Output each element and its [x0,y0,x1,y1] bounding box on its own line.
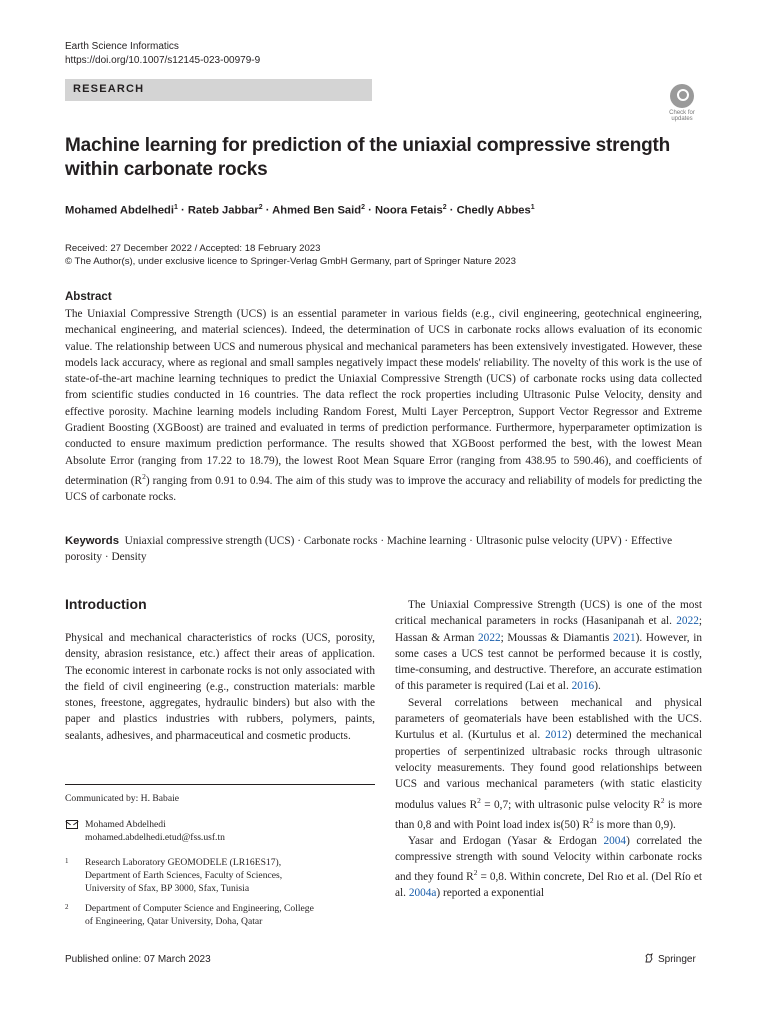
abstract-text [65,306,702,505]
author-list: Mohamed Abdelhedi$^1$ · Rateb Jabbar$^2$ · Ahmed Ben Said$^2$ · Noora Fetais$^2$ · Chedly Abbes$^1$ [65,204,535,217]
body-text: = 0,8. Within concrete, Del Rıo et al. (Del Río et al. [395,871,702,900]
keywords [65,533,702,566]
body-text: Several correlations between mechanical and physical parameters of geomaterials have been established with the UCS. Kurtulus et al. (Kurtulus et al. [395,696,702,742]
section-label: RESEARCH [73,83,145,95]
citation-link[interactable]: 2016 [571,680,595,693]
body-text: ; Moussas & Diamantis [500,631,614,644]
author-name[interactable]: Ahmed Ben Said [272,204,362,217]
abstract-text-part: ) ranging from 0.91 to 0.94. The aim of this study was to improve the accuracy and reliability of models for predicting the UCS of carbonate rocks. [65,474,702,504]
copyright-notice: © The Author(s), under exclusive licence to Springer-Verlag GmbH Germany, part of Springer Nature 2023 [65,256,516,267]
keywords-text: Uniaxial compressive strength (UCS) · Carbonate rocks · Machine learning · Ultrasonic pulse velocity (UPV) · Effective porosity · Density [65,535,673,564]
superscript: 2 [477,795,481,805]
body-paragraph-1 [395,597,702,695]
body-text: is more than 0,8 and with Point load index is(50) R [395,798,702,831]
abstract-superscript: 2 [142,471,146,481]
introduction-paragraph: Physical and mechanical characteristics of rocks (UCS, porosity, density, abrasion resistance, etc.) affect their areas of application. The economic interest in carbonate rocks is not only associated with the field of civil engineering (e.g., construction materials: marble stones, freestone, aggregates, hydraulic binders) but also with the paper and plastics industries with rubbers, polymers, paints, sealants, adhesives, and pharmaceutical and cosmetic products. [65,632,375,742]
received-accepted-dates: Received: 27 December 2022 / Accepted: 18 February 2023 [65,243,321,254]
affiliation-line: Department of Earth Sciences, Faculty of Sciences, [85,870,283,881]
footnote-divider [65,784,375,785]
author-name[interactable]: Chedly Abbes [456,204,531,217]
body-text: ) determined the mechanical properties of serpentinized ultrabasic rocks through ultrasonic velocity measurements. They found good relationships between UCS and various mechanical parameters (with static elasticity modulus values R [395,729,702,811]
body-text: ) reported a exponential [436,887,545,900]
citation-link[interactable]: 2004 [603,834,627,847]
author-name[interactable]: Rateb Jabbar [187,204,259,217]
contact-name: Mohamed Abdelhedi [85,819,166,830]
superscript: 2 [589,815,594,825]
body-paragraph-2 [395,695,702,833]
contact-email[interactable]: mohamed.abdelhedi.etud@fss.usf.tn [85,832,225,843]
communicated-by: Communicated by: H. Babaie [65,793,180,804]
publisher-name: Springer [658,954,696,965]
superscript: 2 [660,795,665,805]
keywords-label: Keywords [65,535,119,547]
affiliation-line: Research Laboratory GEOMODELE (LR16ES17), [85,857,282,868]
affiliation-number: 2 [65,903,69,911]
body-text: ). However, in some cases a UCS test cannot be performed because it is costly, time-consuming, and destructive. Therefore, an accurate estimation of this parameter is required (Lai et al. [395,631,702,693]
author-affiliation-marker: 2 [361,204,365,211]
author-affiliation-marker: 2 [258,204,263,211]
introduction-heading: Introduction [65,596,147,612]
right-column-body [395,597,702,902]
body-text: Yasar and Erdogan (Yasar & Erdogan [408,834,604,847]
affiliation-line: University of Sfax, BP 3000, Sfax, Tunisia [85,883,250,894]
body-text: The Uniaxial Compressive Strength (UCS) is one of the most critical mechanical parameters in rocks (Hasanipanah et al. [395,599,702,628]
citation-link[interactable]: 2012 [545,729,568,742]
section-banner [65,79,372,101]
abstract-heading: Abstract [65,291,112,303]
author-affiliation-marker: 1 [173,204,178,211]
springer-horse-icon [644,953,654,963]
citation-link[interactable]: 2004a [408,887,437,900]
publisher-logo [644,953,696,965]
citation-link[interactable]: 2021 [613,631,636,644]
journal-name: Earth Science Informatics [65,41,179,52]
superscript: 2 [473,868,478,878]
citation-link[interactable]: 2022 [478,631,501,644]
body-text: ). [594,680,601,693]
body-text: ; Hassan & Arman [395,615,702,644]
affiliation-number: 1 [65,857,69,865]
paper-title: Machine learning for prediction of the uniaxial compressive strength within carbonate rocks [65,135,671,180]
affiliation-line: Department of Computer Science and Engineering, College [85,903,314,914]
author-name[interactable]: Noora Fetais [374,204,443,217]
check-updates-icon [670,84,694,108]
envelope-icon [66,820,78,829]
published-online-date: Published online: 07 March 2023 [65,954,211,965]
affiliation-line: of Engineering, Qatar University, Doha, Qatar [85,916,263,927]
author-affiliation-marker: 1 [530,204,535,211]
body-text: = 0,7; with ultrasonic pulse velocity R [480,798,661,811]
body-text: is more than 0,9). [593,818,676,831]
check-for-updates-badge[interactable] [664,84,700,124]
check-updates-label: Check for updates [669,110,695,122]
citation-link[interactable]: 2022 [676,615,699,628]
body-paragraph-3 [395,833,702,902]
body-text: ) correlated the compressive strength with sound Velocity within carbonate rocks and they found R [395,834,702,884]
abstract-text-part: The Uniaxial Compressive Strength (UCS) is an essential parameter in various fields (e.g., civil engineering, geotechnical engineering, mechanical engineering, and material sciences). Indeed, the determination of UCS in carbonate rocks allows evaluation of its economic value. The relationship between UCS and numerous physical and mechanical parameters has been extensively investigated. However, these models lack accuracy, where as regional and small samples negatively impact these models' reliability. The novelty of this work is the use of state-of-the-art machine learning techniques to predict the Uniaxial Compressive Strength (UCS) of carbonate rocks using data collected from scientific studies conducted in 16 countries. The data reflect the rock properties including Ultrasonic Pulse Velocity, density and effective porosity. Machine learning models including Random Forest, Multi Layer Perceptron, Support Vector Regressor and Extreme Gradient Boosting (XGBoost) are trained and evaluated in terms of prediction performance. Furthermore, hyperparameter optimization is conducted to ensure maximum prediction performance. The results showed that XGBoost performed the best, with the lowest Mean Absolute Error (ranging from 17.22 to 18.79), the lowest Root Mean Square Error (ranging from 438.95 to 590.46), and coefficients of determination (R [65,308,702,487]
author-name[interactable]: Mohamed Abdelhedi [65,204,174,217]
author-affiliation-marker: 2 [442,204,447,211]
doi-link[interactable]: https://doi.org/10.1007/s12145-023-00979-9 [65,55,261,66]
